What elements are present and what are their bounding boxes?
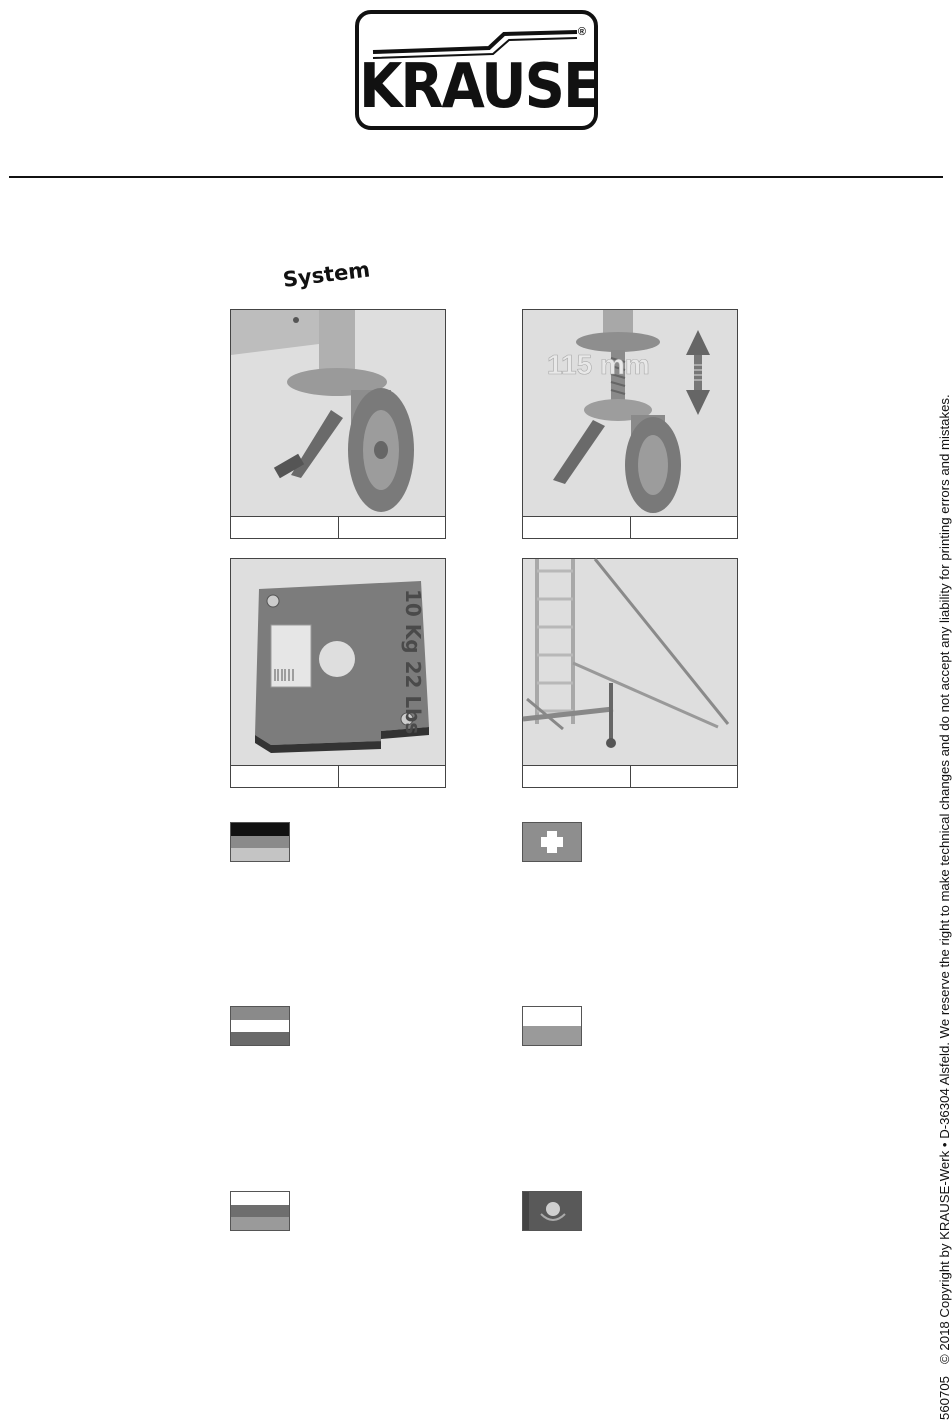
article-number: 560705 bbox=[937, 1375, 952, 1420]
photo-castor-wheel bbox=[230, 309, 446, 517]
photo-label-adjustable-castor bbox=[522, 516, 738, 539]
photo-adjustable-castor bbox=[522, 309, 738, 517]
system-label: System bbox=[281, 257, 372, 292]
krause-logo bbox=[355, 10, 598, 130]
flag-germany-icon bbox=[230, 822, 290, 862]
photo-ballast-weight bbox=[230, 558, 446, 766]
flag-kazakhstan-icon bbox=[522, 1191, 582, 1231]
photo-label-ballast-weight bbox=[230, 765, 446, 788]
copyright-text: © 2018 Copyright by KRAUSE-Werk • D-36304 Alsfeld. We reserve the right to make technical changes and do not accept any liability for printing errors and mistakes. bbox=[937, 394, 952, 1364]
photo-stabiliser-outrigger bbox=[522, 558, 738, 766]
flag-poland-icon bbox=[522, 1006, 582, 1046]
weight-marking: 10 Kg 22 Lbs bbox=[401, 589, 425, 735]
flag-switzerland-icon bbox=[522, 822, 582, 862]
header-divider bbox=[9, 176, 943, 178]
flag-austria-icon bbox=[230, 1006, 290, 1046]
photo-label-castor-wheel bbox=[230, 516, 446, 539]
flag-russia-icon bbox=[230, 1191, 290, 1231]
brand-name: KRAUSE bbox=[359, 50, 600, 123]
footer-copyright bbox=[937, 340, 952, 1420]
height-adjust-text: 115 mm bbox=[547, 349, 650, 380]
photo-label-stabiliser-outrigger bbox=[522, 765, 738, 788]
registered-mark: ® bbox=[577, 26, 586, 38]
